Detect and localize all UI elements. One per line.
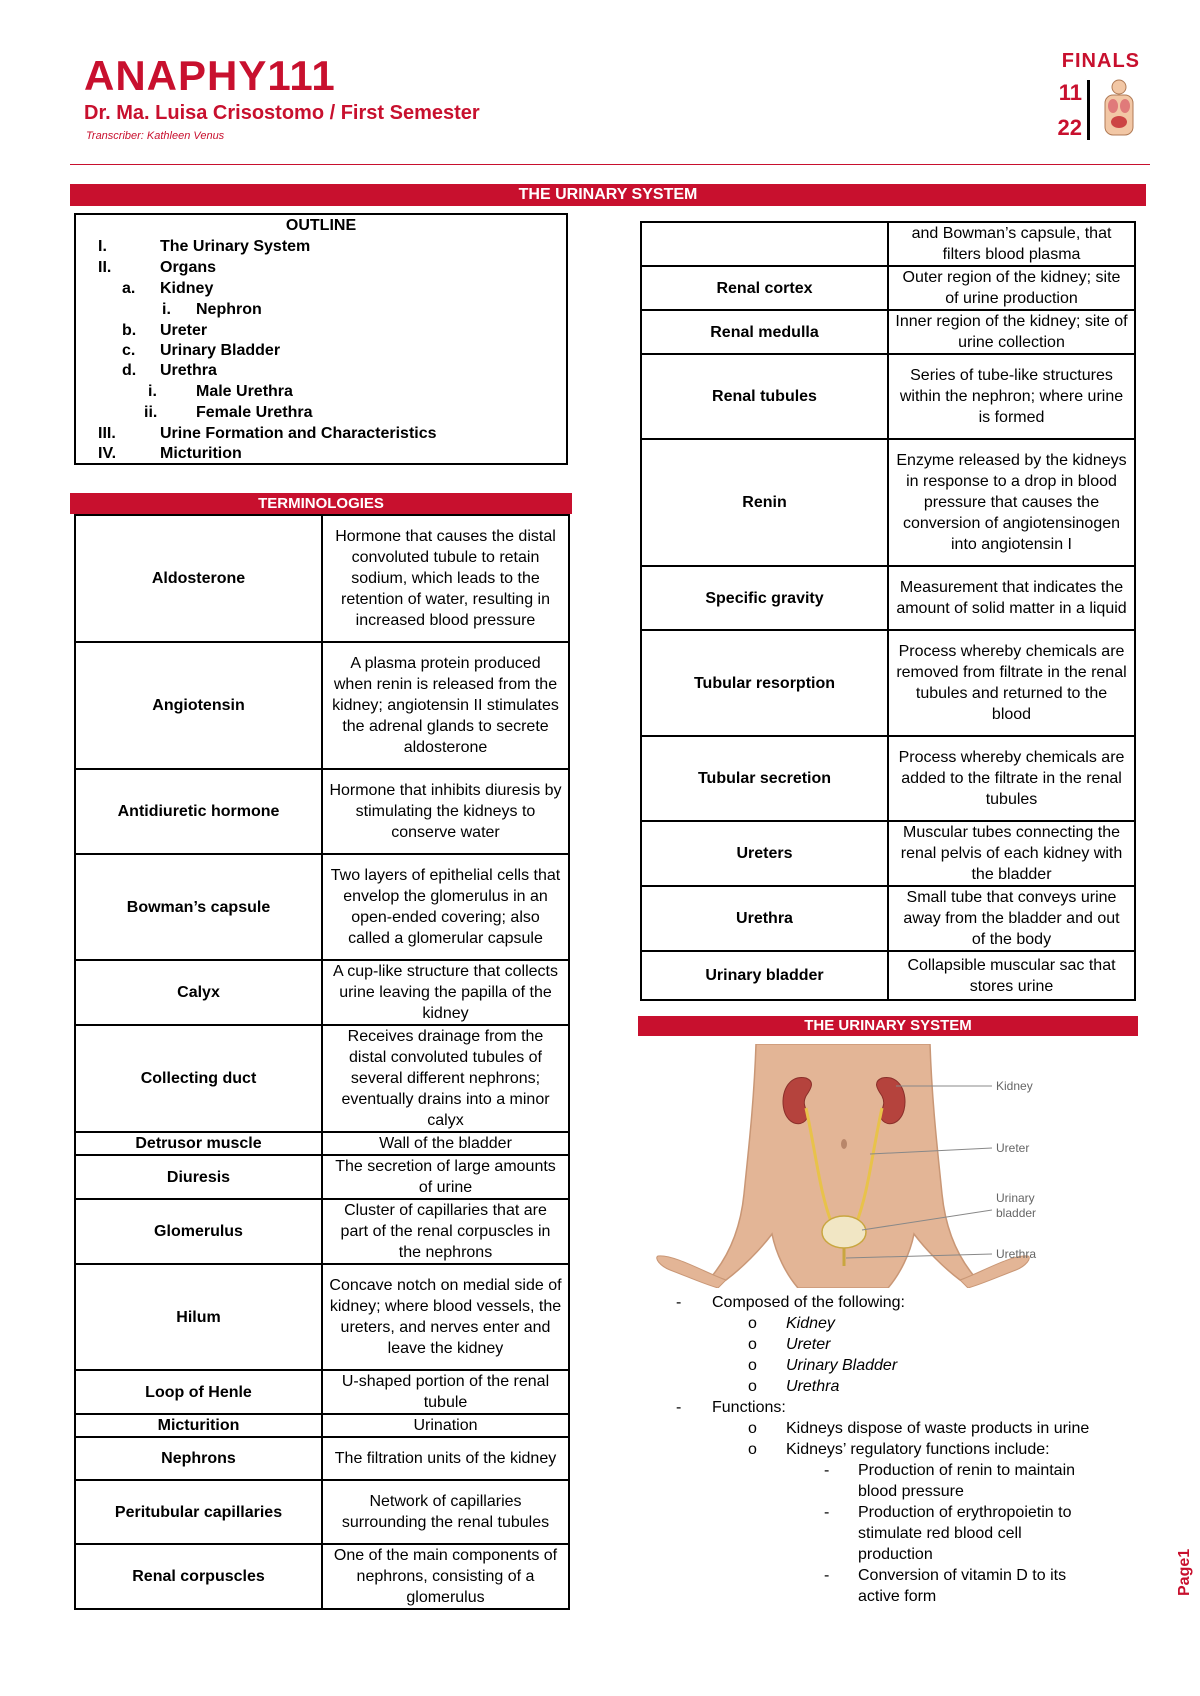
definition-cell: Collapsible muscular sac that stores urine: [888, 951, 1135, 1000]
term-cell: Urinary bladder: [641, 951, 888, 1000]
definition-cell: A plasma protein produced when renin is released from the kidney; angiotensin II stimulates the adrenal glands to secrete aldosterone: [322, 642, 569, 769]
main-section-banner: THE URINARY SYSTEM: [70, 184, 1146, 206]
sub-function-text: blood pressure: [858, 1483, 964, 1500]
outline-item: Micturition: [160, 445, 242, 462]
outline-marker: I.: [98, 238, 107, 255]
definition-cell: Enzyme released by the kidneys in response to a drop in blood pressure that causes the conversion of angiotensinogen into angiotensin I: [888, 439, 1135, 566]
term-cell: Tubular secretion: [641, 736, 888, 821]
composed-item: Urethra: [786, 1378, 840, 1395]
outline-item: Urethra: [160, 362, 217, 379]
outline-item: Female Urethra: [196, 404, 313, 421]
outline-item: Urine Formation and Characteristics: [160, 425, 437, 442]
definition-cell: Two layers of epithelial cells that envelop the glomerulus in an open-ended covering; also called a glomerular capsule: [322, 854, 569, 960]
outline-item: Urinary Bladder: [160, 342, 281, 359]
outline-marker: i.: [148, 383, 157, 400]
dash-bullet: -: [676, 1294, 682, 1311]
definition-cell: Muscular tubes connecting the renal pelvis of each kidney with the bladder: [888, 821, 1135, 886]
outline-marker: i.: [162, 301, 171, 318]
definition-cell: Process whereby chemicals are added to the filtrate in the renal tubules: [888, 736, 1135, 821]
terminologies-table: [74, 514, 570, 1610]
outline-item: Ureter: [160, 322, 208, 339]
terminologies-banner: TERMINOLOGIES: [70, 493, 572, 514]
sub-function-text: Production of erythropoietin to: [858, 1504, 1072, 1521]
term-cell: Collecting duct: [75, 1025, 322, 1132]
definition-cell: One of the main components of nephrons, consisting of a glomerulus: [322, 1544, 569, 1609]
table-row: [75, 769, 569, 854]
outline-box: [74, 213, 568, 465]
table-row: [75, 1025, 569, 1132]
term-cell: [641, 222, 888, 266]
dash-bullet: -: [824, 1462, 830, 1479]
composed-item: Urinary Bladder: [786, 1357, 898, 1374]
outline-marker: III.: [98, 425, 116, 442]
definition-cell: Urination: [322, 1414, 569, 1437]
table-row: [75, 960, 569, 1025]
table-row: [641, 266, 1135, 310]
term-cell: Diuresis: [75, 1155, 322, 1199]
urinary-system-banner: THE URINARY SYSTEM: [638, 1016, 1138, 1036]
urethra-label: Urethra: [996, 1247, 1037, 1261]
definition-cell: Outer region of the kidney; site of urine production: [888, 266, 1135, 310]
outline-item: Nephron: [196, 301, 262, 318]
table-row: [641, 736, 1135, 821]
definition-cell: U-shaped portion of the renal tubule: [322, 1370, 569, 1414]
anatomy-body-icon: [1096, 78, 1142, 140]
bladder-label-line2: bladder: [996, 1206, 1037, 1220]
term-cell: Angiotensin: [75, 642, 322, 769]
definition-cell: The filtration units of the kidney: [322, 1437, 569, 1480]
term-cell: Nephrons: [75, 1437, 322, 1480]
table-row: [641, 439, 1135, 566]
outline-marker: d.: [122, 362, 137, 379]
table-row: [641, 566, 1135, 630]
outline-item: The Urinary System: [160, 238, 311, 255]
table-row: [641, 630, 1135, 736]
term-cell: Calyx: [75, 960, 322, 1025]
term-cell: Peritubular capillaries: [75, 1480, 322, 1544]
outline-marker: ii.: [144, 404, 158, 421]
definition-cell: Small tube that conveys urine away from the bladder and out of the body: [888, 886, 1135, 951]
term-cell: Micturition: [75, 1414, 322, 1437]
term-cell: Hilum: [75, 1264, 322, 1370]
bladder-label-line1: Urinary: [996, 1191, 1035, 1205]
table-row: [641, 821, 1135, 886]
terminologies-table-continued: [640, 221, 1136, 1001]
outline-marker: c.: [122, 342, 136, 359]
term-cell: Renal medulla: [641, 310, 888, 354]
definition-cell: The secretion of large amounts of urine: [322, 1155, 569, 1199]
exam-label: FINALS: [1061, 50, 1140, 72]
composed-item: Kidney: [786, 1315, 835, 1332]
outline-marker: b.: [122, 322, 137, 339]
term-cell: Renal tubules: [641, 354, 888, 439]
definition-cell: Hormone that causes the distal convoluted tubule to retain sodium, which leads to the retention of water, resulting in increased blood pressure: [322, 515, 569, 642]
transcriber-line: Transcriber: Kathleen Venus: [86, 130, 225, 142]
number-bottom: 22: [1057, 115, 1082, 140]
table-row: [75, 1264, 569, 1370]
definition-cell: Wall of the bladder: [322, 1132, 569, 1155]
sub-function-text: Production of renin to maintain: [858, 1462, 1076, 1479]
term-cell: Specific gravity: [641, 566, 888, 630]
circle-bullet: o: [748, 1378, 757, 1395]
term-cell: Antidiuretic hormone: [75, 769, 322, 854]
course-code: ANAPHY111: [84, 52, 336, 99]
table-row: [75, 515, 569, 642]
outline-title: OUTLINE: [285, 217, 357, 234]
sub-function-text: Conversion of vitamin D to its: [858, 1567, 1067, 1584]
term-cell: Urethra: [641, 886, 888, 951]
term-cell: Bowman’s capsule: [75, 854, 322, 960]
table-row: [641, 886, 1135, 951]
outline-marker: a.: [122, 280, 136, 297]
term-cell: Tubular resorption: [641, 630, 888, 736]
table-row: [75, 1370, 569, 1414]
functions-heading: Functions:: [712, 1399, 786, 1416]
sub-function-text: active form: [858, 1588, 937, 1605]
table-row: [75, 1199, 569, 1264]
term-cell: Aldosterone: [75, 515, 322, 642]
definition-cell: and Bowman’s capsule, that filters blood plasma: [888, 222, 1135, 266]
circle-bullet: o: [748, 1336, 757, 1353]
dash-bullet: -: [824, 1504, 830, 1521]
definition-cell: Receives drainage from the distal convoluted tubules of several different nephrons; eventually drains into a minor calyx: [322, 1025, 569, 1132]
ureter-label: Ureter: [996, 1141, 1030, 1155]
term-cell: Renal corpuscles: [75, 1544, 322, 1609]
definition-cell: A cup-like structure that collects urine leaving the papilla of the kidney: [322, 960, 569, 1025]
dash-bullet: -: [676, 1399, 682, 1416]
circle-bullet: o: [748, 1315, 757, 1332]
table-row: [75, 1480, 569, 1544]
table-row: [75, 1437, 569, 1480]
circle-bullet: o: [748, 1441, 757, 1458]
table-row: [75, 1155, 569, 1199]
outline-marker: II.: [98, 259, 112, 276]
table-row: [75, 854, 569, 960]
definition-cell: Process whereby chemicals are removed from filtrate in the renal tubules and returned to the blood: [888, 630, 1135, 736]
table-row: [641, 951, 1135, 1000]
term-cell: Renal cortex: [641, 266, 888, 310]
outline-item: Kidney: [160, 280, 214, 297]
term-cell: Detrusor muscle: [75, 1132, 322, 1155]
outline-item: Organs: [160, 259, 217, 276]
header-divider: [70, 164, 1150, 165]
definition-cell: Concave notch on medial side of kidney; where blood vessels, the ureters, and nerves enter and leave the kidney: [322, 1264, 569, 1370]
sub-function-text: production: [858, 1546, 933, 1563]
table-row: [75, 1544, 569, 1609]
outline-marker: IV.: [98, 445, 117, 462]
composed-heading: Composed of the following:: [712, 1294, 905, 1311]
term-cell: Glomerulus: [75, 1199, 322, 1264]
table-row: [75, 1414, 569, 1437]
table-row: [641, 222, 1135, 266]
table-row: [75, 1132, 569, 1155]
term-cell: Loop of Henle: [75, 1370, 322, 1414]
definition-cell: Cluster of capillaries that are part of the renal corpuscles in the nephrons: [322, 1199, 569, 1264]
table-row: [641, 310, 1135, 354]
navel: [841, 1139, 847, 1149]
term-cell: Renin: [641, 439, 888, 566]
term-cell: Ureters: [641, 821, 888, 886]
definition-cell: Hormone that inhibits diuresis by stimulating the kidneys to conserve water: [322, 769, 569, 854]
kidney-label: Kidney: [996, 1079, 1033, 1093]
outline-item: Male Urethra: [196, 383, 293, 400]
circle-bullet: o: [748, 1357, 757, 1374]
sub-function-text: stimulate red blood cell: [858, 1525, 1022, 1542]
professor-line: Dr. Ma. Luisa Crisostomo / First Semester: [84, 102, 480, 124]
definition-cell: Network of capillaries surrounding the renal tubules: [322, 1480, 569, 1544]
number-top: 11: [1058, 80, 1082, 105]
composed-item: Ureter: [786, 1336, 831, 1353]
dash-bullet: -: [824, 1567, 830, 1584]
urinary-system-illustration: [656, 1044, 1116, 1288]
definition-cell: Inner region of the kidney; site of urine collection: [888, 310, 1135, 354]
function-item: Kidneys’ regulatory functions include:: [786, 1441, 1050, 1458]
urinary-bladder: [822, 1216, 866, 1248]
circle-bullet: o: [748, 1420, 757, 1437]
page-number: Page1: [1176, 1548, 1193, 1596]
table-row: [641, 354, 1135, 439]
function-item: Kidneys dispose of waste products in urine: [786, 1420, 1090, 1437]
definition-cell: Measurement that indicates the amount of solid matter in a liquid: [888, 566, 1135, 630]
table-row: [75, 642, 569, 769]
definition-cell: Series of tube-like structures within the nephron; where urine is formed: [888, 354, 1135, 439]
number-divider: [1087, 80, 1090, 140]
